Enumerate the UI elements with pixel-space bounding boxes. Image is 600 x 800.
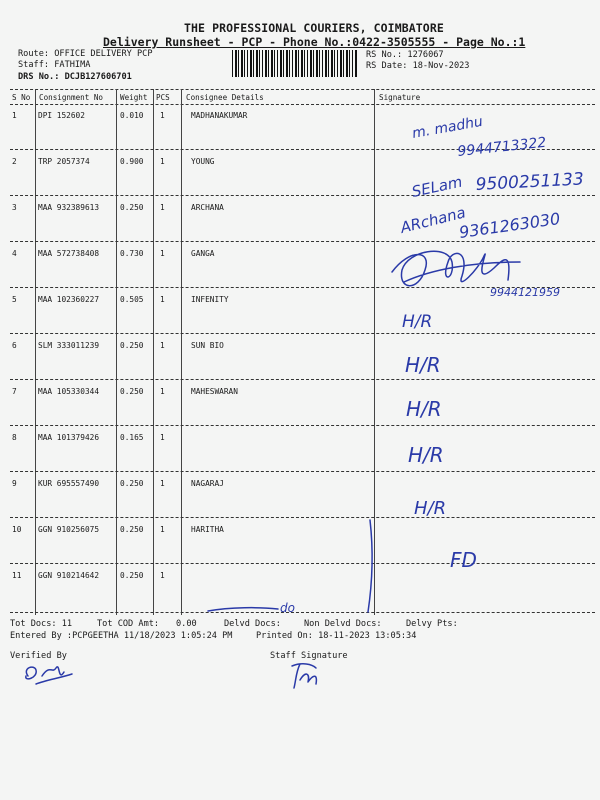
row-consignment: GGN 910214642 <box>38 571 100 580</box>
row-sno: 5 <box>12 295 17 304</box>
verified-by-label: Verified By <box>10 651 67 661</box>
sig2-phone: 9500251133 <box>475 169 585 195</box>
rs-date: RS Date: 18-Nov-2023 <box>366 61 470 71</box>
row-consignment: MAA 932389613 <box>38 203 100 212</box>
row-consignee: INFENITY <box>191 295 229 304</box>
company-title: THE PROFESSIONAL COURIERS, COIMBATORE <box>184 21 444 35</box>
row-weight: 0.250 <box>120 203 144 212</box>
row-weight: 0.900 <box>120 157 144 166</box>
sig1-name: m. madhu <box>410 113 485 142</box>
col-header-signature: Signature <box>379 93 421 102</box>
col-header-consignee: Consignee Details <box>186 93 264 102</box>
drs-number: DRS No.: DCJB127606701 <box>18 72 132 82</box>
row-sno: 7 <box>12 387 17 396</box>
row-pcs: 1 <box>160 479 165 488</box>
row-sno: 8 <box>12 433 17 442</box>
row-consignment: MAA 102360227 <box>38 295 100 304</box>
sig2-name: SELam <box>410 172 464 201</box>
row-pcs: 1 <box>160 157 165 166</box>
row-sno: 11 <box>12 571 22 580</box>
row-weight: 0.250 <box>120 479 144 488</box>
hr-mark-7: H/R <box>406 397 442 421</box>
row-pcs: 1 <box>160 341 165 350</box>
row-consignee: MADHANAKUMAR <box>191 111 248 120</box>
row-pcs: 1 <box>160 111 165 120</box>
rs-number: RS No.: 1276067 <box>366 50 444 60</box>
entered-by: Entered By :PCPGEETHA 11/18/2023 1:05:24 PM <box>10 631 233 641</box>
row-weight: 0.165 <box>120 433 144 442</box>
col-header-weight: Weight <box>120 93 148 102</box>
delivered-docs-label: Delvd Docs: <box>224 619 281 629</box>
row-consignee: ARCHANA <box>191 203 224 212</box>
hr-mark-8: H/R <box>408 443 444 467</box>
row-pcs: 1 <box>160 525 165 534</box>
row-consignee: SUN BIO <box>191 341 224 350</box>
total-cod-value: 0.00 <box>176 619 197 629</box>
row-consignment: DPI 152602 <box>38 111 85 120</box>
row-sno: 10 <box>12 525 22 534</box>
row-sno: 2 <box>12 157 17 166</box>
sig3-name: ARchana <box>398 203 468 237</box>
row-weight: 0.010 <box>120 111 144 120</box>
col-header-pcs: PCS <box>156 93 170 102</box>
row-consignee: MAHESWARAN <box>191 387 238 396</box>
route-label: Route: OFFICE DELIVERY PCP <box>18 49 153 59</box>
row-sno: 3 <box>12 203 17 212</box>
row-consignment: SLM 333011239 <box>38 341 100 350</box>
row-consignment: TRP 2057374 <box>38 157 90 166</box>
staff-label: Staff: FATHIMA <box>18 60 91 70</box>
row-consignment: KUR 695557490 <box>38 479 100 488</box>
total-cod-label: Tot COD Amt: <box>97 619 160 629</box>
runsheet-subtitle: Delivery Runsheet - PCP - Phone No.:0422-3505555 - Page No.:1 <box>103 35 526 49</box>
fd-mark: FD <box>450 548 477 572</box>
footer-pen-mark: do <box>280 601 295 615</box>
col-header-sno: S No <box>12 93 31 102</box>
row-consignee: YOUNG <box>191 157 215 166</box>
hr-mark-9: H/R <box>414 498 447 519</box>
vertical-strike-line <box>368 520 372 612</box>
row-sno: 6 <box>12 341 17 350</box>
row-weight: 0.730 <box>120 249 144 258</box>
total-docs: Tot Docs: 11 <box>10 619 73 629</box>
row-sno: 1 <box>12 111 17 120</box>
row-consignee: HARITHA <box>191 525 224 534</box>
delivery-points-label: Delvy Pts: <box>406 619 458 629</box>
row-weight: 0.250 <box>120 525 144 534</box>
row-consignee: NAGARAJ <box>191 479 224 488</box>
row-consignment: GGN 910256075 <box>38 525 100 534</box>
row-sno: 9 <box>12 479 17 488</box>
footer-pen-line <box>208 608 278 611</box>
row-weight: 0.250 <box>120 387 144 396</box>
row-pcs: 1 <box>160 387 165 396</box>
row-consignment: MAA 105330344 <box>38 387 100 396</box>
staff-signature-mark <box>292 664 316 688</box>
sig1-phone: 9944713322 <box>456 134 548 160</box>
hr-mark-6: H/R <box>405 353 441 377</box>
hr-mark-5: H/R <box>402 312 433 332</box>
sig4-phone: 9944121959 <box>490 286 560 299</box>
verifier-signature <box>26 667 72 684</box>
sig3-phone: 9361263030 <box>457 208 562 242</box>
row-weight: 0.250 <box>120 571 144 580</box>
row-pcs: 1 <box>160 295 165 304</box>
row-pcs: 1 <box>160 571 165 580</box>
row-weight: 0.505 <box>120 295 144 304</box>
row-consignment: MAA 101379426 <box>38 433 100 442</box>
col-header-consignment: Consignment No <box>39 93 104 102</box>
staff-signature-label: Staff Signature <box>270 651 348 661</box>
row-pcs: 1 <box>160 203 165 212</box>
non-delivered-docs-label: Non Delvd Docs: <box>304 619 382 629</box>
row-consignee: GANGA <box>191 249 215 258</box>
row-consignment: MAA 572738408 <box>38 249 100 258</box>
printed-on: Printed On: 18-11-2023 13:05:34 <box>256 631 417 641</box>
row-pcs: 1 <box>160 433 165 442</box>
row-pcs: 1 <box>160 249 165 258</box>
row-weight: 0.250 <box>120 341 144 350</box>
row-sno: 4 <box>12 249 17 258</box>
sig4-scribble <box>392 251 520 285</box>
